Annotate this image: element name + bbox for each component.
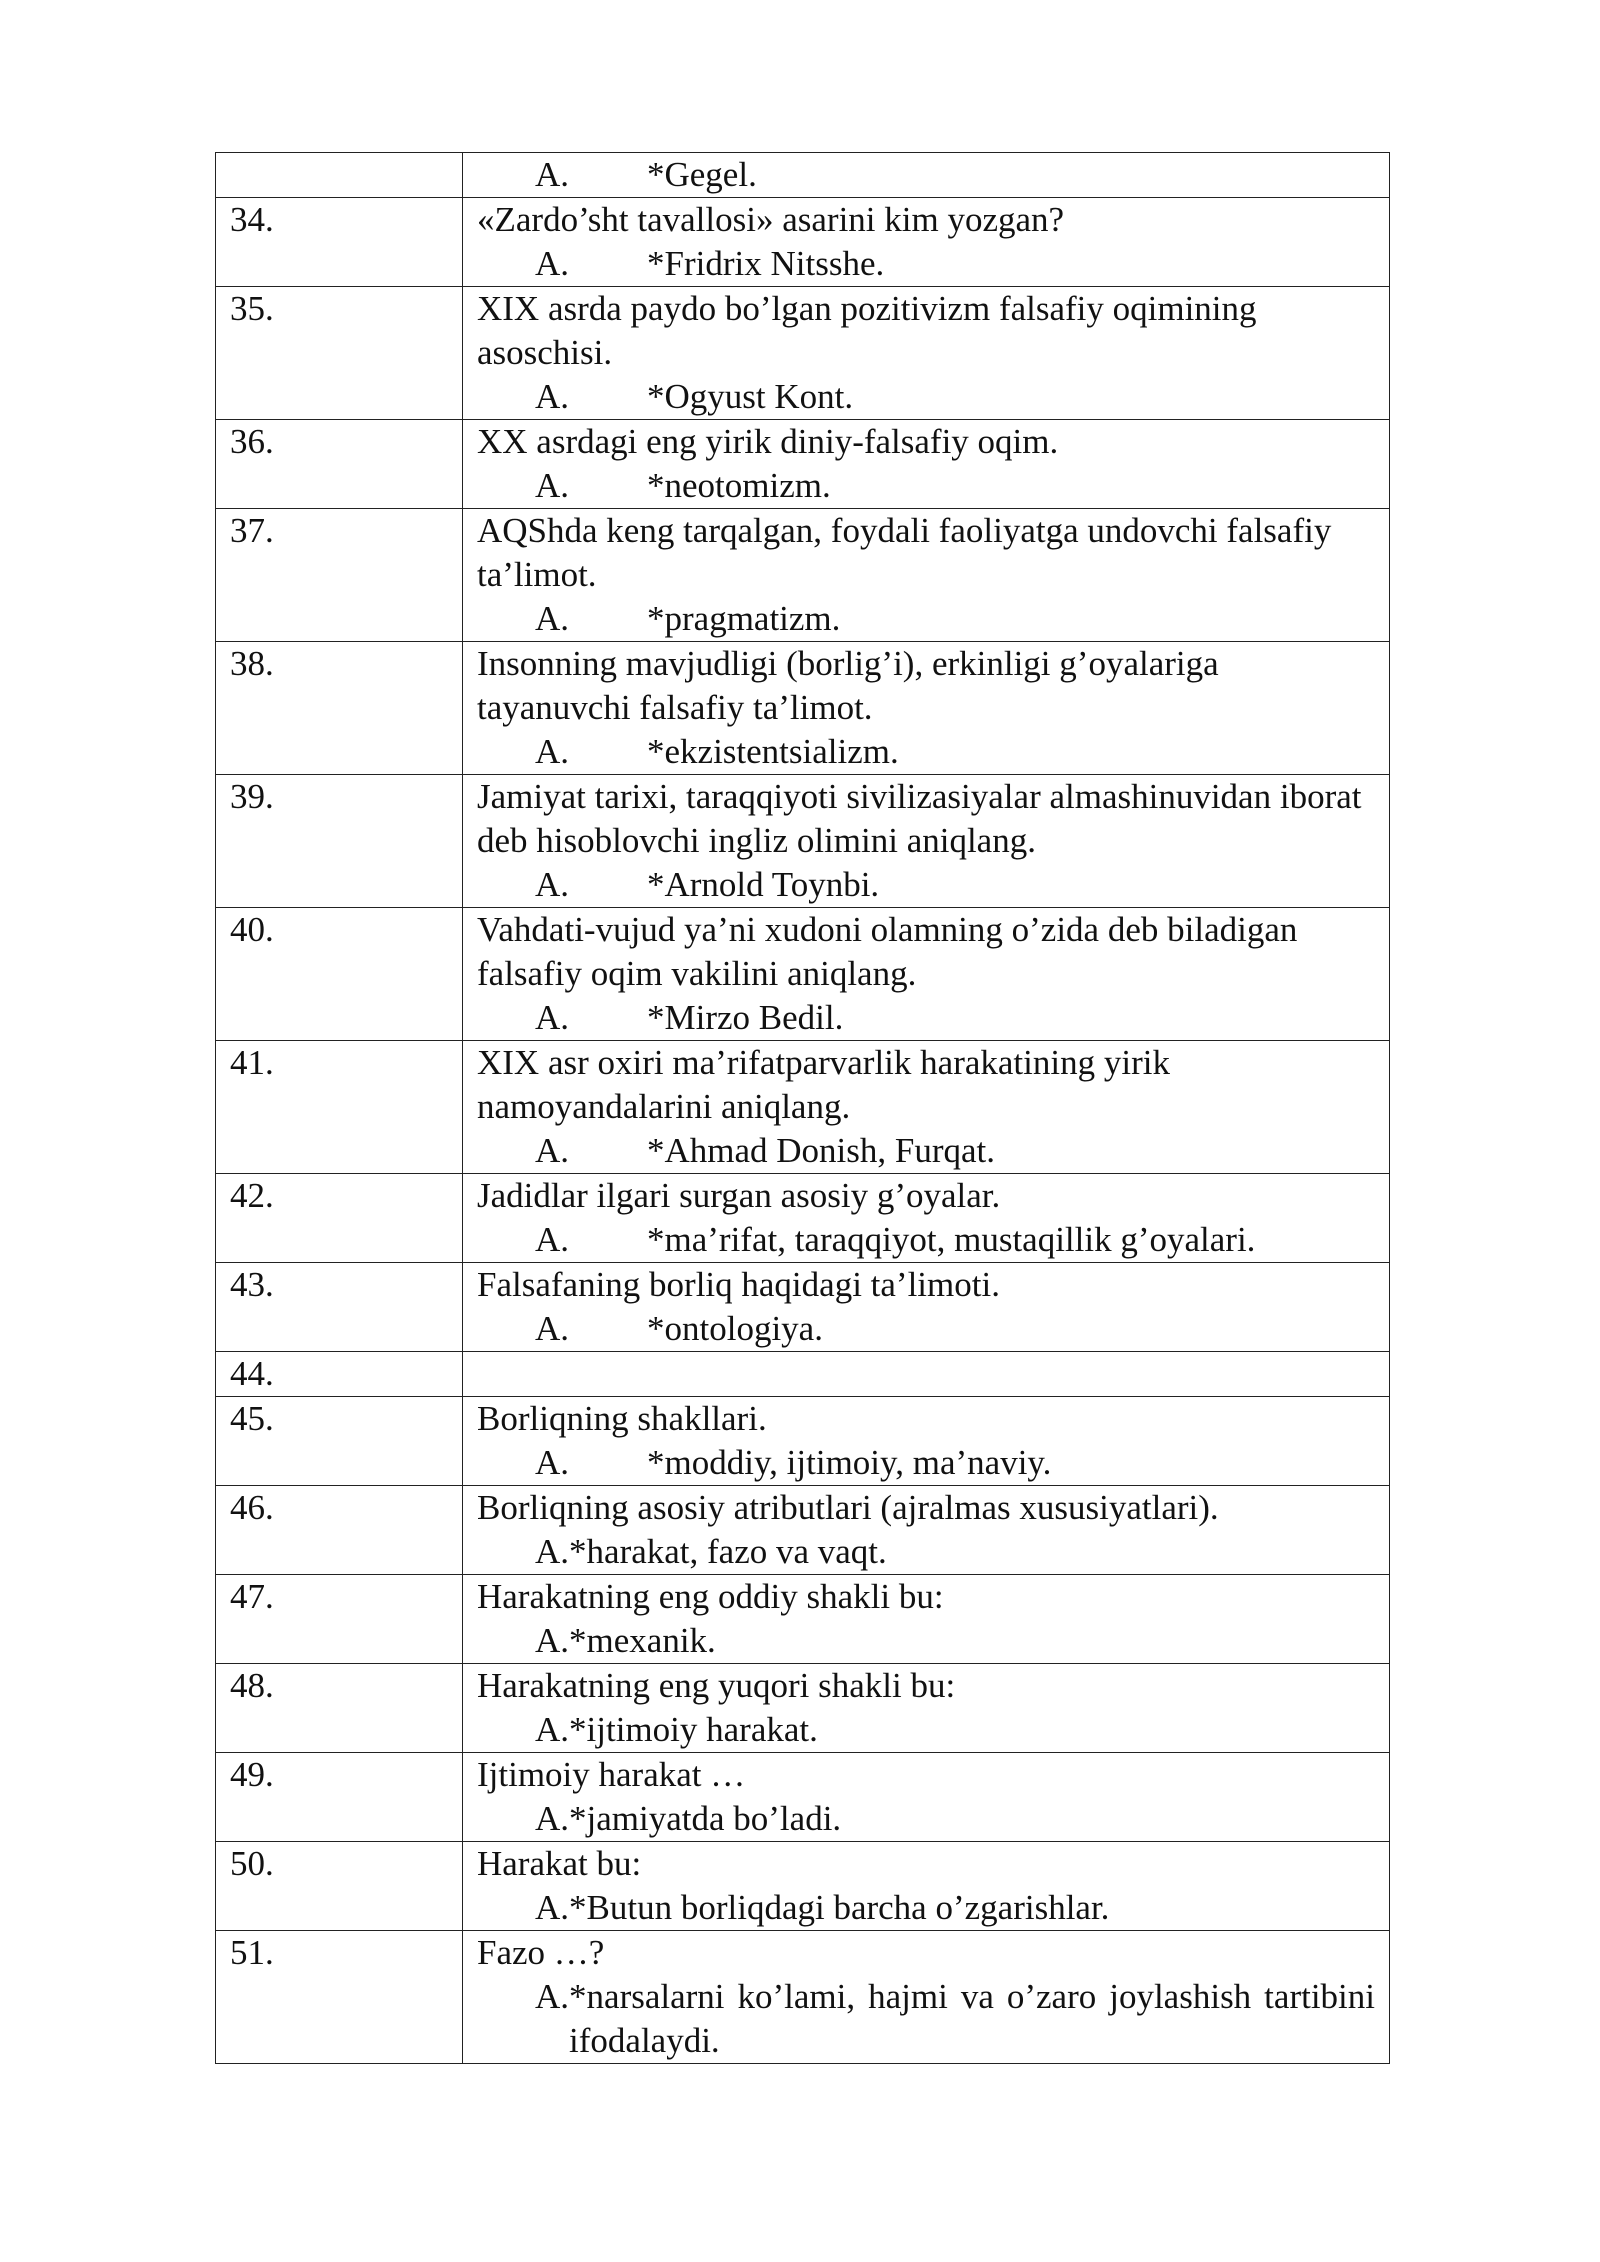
answer-letter: A. bbox=[535, 732, 570, 771]
question-cell bbox=[463, 908, 1390, 1041]
question-cell bbox=[463, 1753, 1390, 1842]
question-cell bbox=[463, 420, 1390, 509]
question-text: Borliqning asosiy atributlari (ajralmas xususiyatlari). bbox=[477, 1488, 1219, 1527]
table-row bbox=[216, 1041, 1390, 1174]
question-text: XIX asrda paydo bo’lgan pozitivizm falsafiy oqimining asoschisi. bbox=[477, 289, 1257, 372]
answer-letter: A. bbox=[535, 1621, 570, 1660]
answer-letter: A. bbox=[535, 1131, 570, 1170]
answer-letter: A. bbox=[535, 377, 570, 416]
question-number: 49. bbox=[216, 1753, 463, 1842]
table-row bbox=[216, 1575, 1390, 1664]
question-number: 37. bbox=[216, 509, 463, 642]
question-text: Jadidlar ilgari surgan asosiy g’oyalar. bbox=[477, 1176, 1001, 1215]
table-row bbox=[216, 153, 1390, 198]
table-row bbox=[216, 1753, 1390, 1842]
answer-letter: A. bbox=[535, 1220, 570, 1259]
answer-letter: A. bbox=[535, 998, 570, 1037]
answer-text: *Ogyust Kont. bbox=[647, 377, 854, 416]
question-cell bbox=[463, 509, 1390, 642]
table-row bbox=[216, 1842, 1390, 1931]
question-cell bbox=[463, 1041, 1390, 1174]
table-row bbox=[216, 775, 1390, 908]
answer-letter: A. bbox=[535, 865, 570, 904]
question-cell bbox=[463, 1664, 1390, 1753]
table-row bbox=[216, 908, 1390, 1041]
question-number: 44. bbox=[216, 1352, 463, 1397]
question-text: Harakatning eng oddiy shakli bu: bbox=[477, 1577, 944, 1616]
question-cell bbox=[463, 1842, 1390, 1931]
answer-line bbox=[477, 1619, 1375, 1663]
answer-text: *Mirzo Bedil. bbox=[647, 998, 844, 1037]
question-number: 39. bbox=[216, 775, 463, 908]
answer-line bbox=[477, 375, 1375, 419]
question-number: 50. bbox=[216, 1842, 463, 1931]
answer-line bbox=[477, 996, 1375, 1040]
question-text bbox=[477, 1352, 1375, 1396]
question-cell bbox=[463, 153, 1390, 198]
answer-text: *ontologiya. bbox=[647, 1309, 823, 1348]
question-text: Jamiyat tarixi, taraqqiyoti sivilizasiyalar almashinuvidan iborat deb hisoblovchi ingliz olimini aniqlang. bbox=[477, 777, 1362, 860]
answer-letter: A. bbox=[535, 1532, 570, 1571]
answer-text: *Arnold Toynbi. bbox=[647, 865, 880, 904]
table-row bbox=[216, 1664, 1390, 1753]
question-text: Borliqning shakllari. bbox=[477, 1399, 767, 1438]
answer-line bbox=[477, 730, 1375, 774]
question-cell bbox=[463, 1263, 1390, 1352]
question-number: 47. bbox=[216, 1575, 463, 1664]
question-number: 42. bbox=[216, 1174, 463, 1263]
question-cell bbox=[463, 1174, 1390, 1263]
table-row bbox=[216, 1352, 1390, 1397]
answer-line bbox=[477, 1129, 1375, 1173]
answer-letter: A. bbox=[535, 466, 570, 505]
question-cell bbox=[463, 1397, 1390, 1486]
answer-text: *narsalarni ko’lami, hajmi va o’zaro joylashish tartibini ifodalaydi. bbox=[569, 1977, 1375, 2060]
question-text: AQShda keng tarqalgan, foydali faoliyatga undovchi falsafiy ta’limot. bbox=[477, 511, 1332, 594]
answer-letter: A. bbox=[535, 1977, 570, 2016]
question-number: 40. bbox=[216, 908, 463, 1041]
questions-table bbox=[215, 152, 1390, 2064]
answer-line bbox=[477, 242, 1375, 286]
table-row bbox=[216, 509, 1390, 642]
answer-text: *Butun borliqdagi barcha o’zgarishlar. bbox=[569, 1888, 1110, 1927]
question-cell bbox=[463, 642, 1390, 775]
table-row bbox=[216, 1486, 1390, 1575]
table-row bbox=[216, 1931, 1390, 2064]
question-cell bbox=[463, 1931, 1390, 2064]
answer-letter: A. bbox=[535, 1799, 570, 1838]
question-number: 41. bbox=[216, 1041, 463, 1174]
question-number: 35. bbox=[216, 287, 463, 420]
question-number: 48. bbox=[216, 1664, 463, 1753]
question-cell bbox=[463, 287, 1390, 420]
answer-line bbox=[477, 1975, 1375, 2063]
answer-line bbox=[477, 1708, 1375, 1752]
question-text: XIX asr oxiri ma’rifatparvarlik harakatining yirik namoyandalarini aniqlang. bbox=[477, 1043, 1170, 1126]
question-number: 45. bbox=[216, 1397, 463, 1486]
question-cell bbox=[463, 1486, 1390, 1575]
answer-text: *ijtimoiy harakat. bbox=[569, 1710, 818, 1749]
table-row bbox=[216, 287, 1390, 420]
answer-line bbox=[477, 597, 1375, 641]
question-cell bbox=[463, 1575, 1390, 1664]
question-text: Ijtimoiy harakat … bbox=[477, 1755, 746, 1794]
question-cell bbox=[463, 775, 1390, 908]
answer-text: *ma’rifat, taraqqiyot, mustaqillik g’oyalari. bbox=[647, 1220, 1256, 1259]
answer-letter: A. bbox=[535, 1710, 570, 1749]
answer-letter: A. bbox=[535, 1309, 570, 1348]
answer-letter: A. bbox=[535, 1443, 570, 1482]
answer-text: *Fridrix Nitsshe. bbox=[647, 244, 885, 283]
table-row bbox=[216, 642, 1390, 775]
question-text: Harakat bu: bbox=[477, 1844, 642, 1883]
answer-letter: A. bbox=[535, 244, 570, 283]
table-row bbox=[216, 1263, 1390, 1352]
question-text: XX asrdagi eng yirik diniy-falsafiy oqim. bbox=[477, 422, 1059, 461]
answer-line bbox=[477, 153, 1375, 197]
answer-text: *harakat, fazo va vaqt. bbox=[569, 1532, 887, 1571]
question-number: 36. bbox=[216, 420, 463, 509]
answer-text: *moddiy, ijtimoiy, ma’naviy. bbox=[647, 1443, 1052, 1482]
question-cell bbox=[463, 198, 1390, 287]
answer-line bbox=[477, 1530, 1375, 1574]
answer-text: *Gegel. bbox=[647, 155, 757, 194]
answer-text: *Ahmad Donish, Furqat. bbox=[647, 1131, 996, 1170]
question-text: Fazo …? bbox=[477, 1933, 605, 1972]
question-text: «Zardo’sht tavallosi» asarini kim yozgan? bbox=[477, 200, 1065, 239]
table-row bbox=[216, 420, 1390, 509]
answer-line bbox=[477, 464, 1375, 508]
answer-text: *jamiyatda bo’ladi. bbox=[569, 1799, 842, 1838]
answer-text: *pragmatizm. bbox=[647, 599, 841, 638]
answer-text: *mexanik. bbox=[569, 1621, 716, 1660]
answer-text: *ekzistentsializm. bbox=[647, 732, 899, 771]
question-number: 51. bbox=[216, 1931, 463, 2064]
answer-line bbox=[477, 1797, 1375, 1841]
table-row bbox=[216, 198, 1390, 287]
question-number: 43. bbox=[216, 1263, 463, 1352]
answer-letter: A. bbox=[535, 599, 570, 638]
question-number: 46. bbox=[216, 1486, 463, 1575]
question-text: Falsafaning borliq haqidagi ta’limoti. bbox=[477, 1265, 1000, 1304]
answer-line bbox=[477, 1218, 1375, 1262]
table-row bbox=[216, 1397, 1390, 1486]
answer-line bbox=[477, 1441, 1375, 1485]
answer-letter: A. bbox=[535, 155, 570, 194]
question-text: Harakatning eng yuqori shakli bu: bbox=[477, 1666, 956, 1705]
answer-text: *neotomizm. bbox=[647, 466, 831, 505]
answer-line bbox=[477, 1886, 1375, 1930]
question-number: 38. bbox=[216, 642, 463, 775]
question-cell bbox=[463, 1352, 1390, 1397]
answer-letter: A. bbox=[535, 1888, 570, 1927]
question-number: 34. bbox=[216, 198, 463, 287]
answer-line bbox=[477, 863, 1375, 907]
question-text: Vahdati-vujud ya’ni xudoni olamning o’zida deb biladigan falsafiy oqim vakilini aniqlang. bbox=[477, 910, 1298, 993]
table-row bbox=[216, 1174, 1390, 1263]
question-text: Insonning mavjudligi (borlig’i), erkinligi g’oyalariga tayanuvchi falsafiy ta’limot. bbox=[477, 644, 1219, 727]
answer-line bbox=[477, 1307, 1375, 1351]
question-number bbox=[216, 153, 463, 198]
